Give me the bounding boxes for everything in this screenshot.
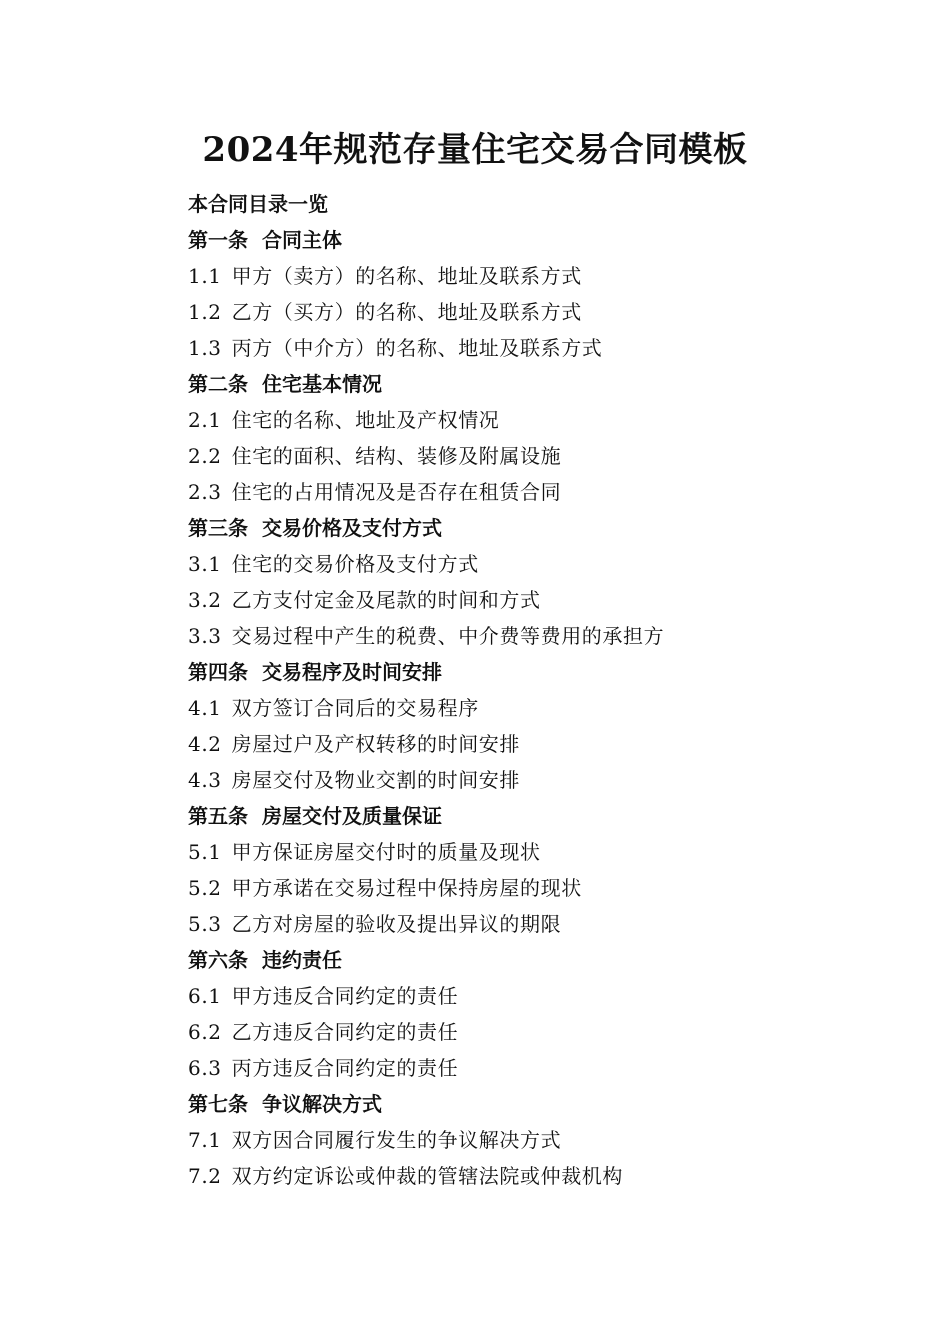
article-number: 第一条: [188, 228, 248, 252]
toc-item: [188, 582, 888, 618]
toc-item: [188, 258, 888, 294]
item-number: 1.2: [188, 300, 222, 324]
article-6: [188, 942, 888, 1086]
item-text: 甲方（卖方）的名称、地址及联系方式: [231, 264, 582, 288]
item-number: 2.2: [188, 444, 222, 468]
toc-item: [188, 1158, 888, 1194]
article-4: [188, 654, 888, 798]
toc-item: [188, 546, 888, 582]
item-text: 甲方违反合同约定的责任: [231, 984, 459, 1008]
article-title: 违约责任: [262, 948, 342, 972]
toc-item: [188, 438, 888, 474]
item-number: 5.3: [188, 912, 222, 936]
item-text: 双方约定诉讼或仲裁的管辖法院或仲裁机构: [231, 1164, 624, 1188]
item-text: 住宅的交易价格及支付方式: [231, 552, 479, 576]
item-number: 3.3: [188, 624, 222, 648]
item-text: 乙方（买方）的名称、地址及联系方式: [231, 300, 582, 324]
article-heading: [188, 366, 888, 402]
item-number: 6.3: [188, 1056, 222, 1080]
item-text: 乙方支付定金及尾款的时间和方式: [231, 588, 541, 612]
document-title: 2024年规范存量住宅交易合同模板: [202, 130, 748, 170]
item-text: 甲方承诺在交易过程中保持房屋的现状: [231, 876, 582, 900]
article-number: 第四条: [188, 660, 248, 684]
item-number: 5.1: [188, 840, 222, 864]
article-number: 第六条: [188, 948, 248, 972]
toc-item: [188, 402, 888, 438]
item-number: 4.1: [188, 696, 222, 720]
article-heading: [188, 798, 888, 834]
article-3: [188, 510, 888, 654]
item-number: 6.1: [188, 984, 222, 1008]
item-text: 甲方保证房屋交付时的质量及现状: [231, 840, 541, 864]
toc-item: [188, 762, 888, 798]
item-number: 6.2: [188, 1020, 222, 1044]
article-1: [188, 222, 888, 366]
toc-item: [188, 1122, 888, 1158]
article-number: 第三条: [188, 516, 248, 540]
article-title: 交易程序及时间安排: [262, 660, 442, 684]
article-number: 第二条: [188, 372, 248, 396]
item-number: 3.1: [188, 552, 222, 576]
toc-item: [188, 294, 888, 330]
toc-item: [188, 906, 888, 942]
toc-item: [188, 726, 888, 762]
item-number: 5.2: [188, 876, 222, 900]
article-7: [188, 1086, 888, 1194]
toc-item: [188, 978, 888, 1014]
item-number: 2.3: [188, 480, 222, 504]
item-number: 1.3: [188, 336, 222, 360]
article-heading: [188, 510, 888, 546]
toc-item: [188, 834, 888, 870]
item-text: 双方签订合同后的交易程序: [231, 696, 479, 720]
article-heading: [188, 942, 888, 978]
article-heading: [188, 222, 888, 258]
article-number: 第七条: [188, 1092, 248, 1116]
item-text: 住宅的面积、结构、装修及附属设施: [231, 444, 562, 468]
item-text: 住宅的名称、地址及产权情况: [231, 408, 500, 432]
article-5: [188, 798, 888, 942]
item-text: 双方因合同履行发生的争议解决方式: [231, 1128, 562, 1152]
toc-item: [188, 474, 888, 510]
item-number: 7.2: [188, 1164, 222, 1188]
toc-item: [188, 1014, 888, 1050]
item-text: 丙方（中介方）的名称、地址及联系方式: [231, 336, 603, 360]
article-heading: [188, 1086, 888, 1122]
item-text: 房屋过户及产权转移的时间安排: [231, 732, 521, 756]
article-title: 合同主体: [262, 228, 342, 252]
article-title: 房屋交付及质量保证: [262, 804, 442, 828]
item-text: 乙方对房屋的验收及提出异议的期限: [231, 912, 562, 936]
toc-item: [188, 870, 888, 906]
toc-item: [188, 330, 888, 366]
item-number: 7.1: [188, 1128, 222, 1152]
toc-item: [188, 618, 888, 654]
item-number: 4.2: [188, 732, 222, 756]
item-text: 乙方违反合同约定的责任: [231, 1020, 459, 1044]
article-number: 第五条: [188, 804, 248, 828]
item-number: 2.1: [188, 408, 222, 432]
item-number: 1.1: [188, 264, 222, 288]
article-heading: [188, 654, 888, 690]
article-title: 争议解决方式: [262, 1092, 382, 1116]
article-2: [188, 366, 888, 510]
item-text: 住宅的占用情况及是否存在租赁合同: [231, 480, 562, 504]
toc-item: [188, 1050, 888, 1086]
table-of-contents: [188, 186, 888, 1194]
toc-heading: 本合同目录一览: [188, 192, 328, 216]
article-title: 住宅基本情况: [262, 372, 382, 396]
item-text: 交易过程中产生的税费、中介费等费用的承担方: [231, 624, 665, 648]
article-title: 交易价格及支付方式: [262, 516, 442, 540]
toc-item: [188, 690, 888, 726]
item-text: 丙方违反合同约定的责任: [231, 1056, 459, 1080]
item-text: 房屋交付及物业交割的时间安排: [231, 768, 521, 792]
item-number: 4.3: [188, 768, 222, 792]
item-number: 3.2: [188, 588, 222, 612]
